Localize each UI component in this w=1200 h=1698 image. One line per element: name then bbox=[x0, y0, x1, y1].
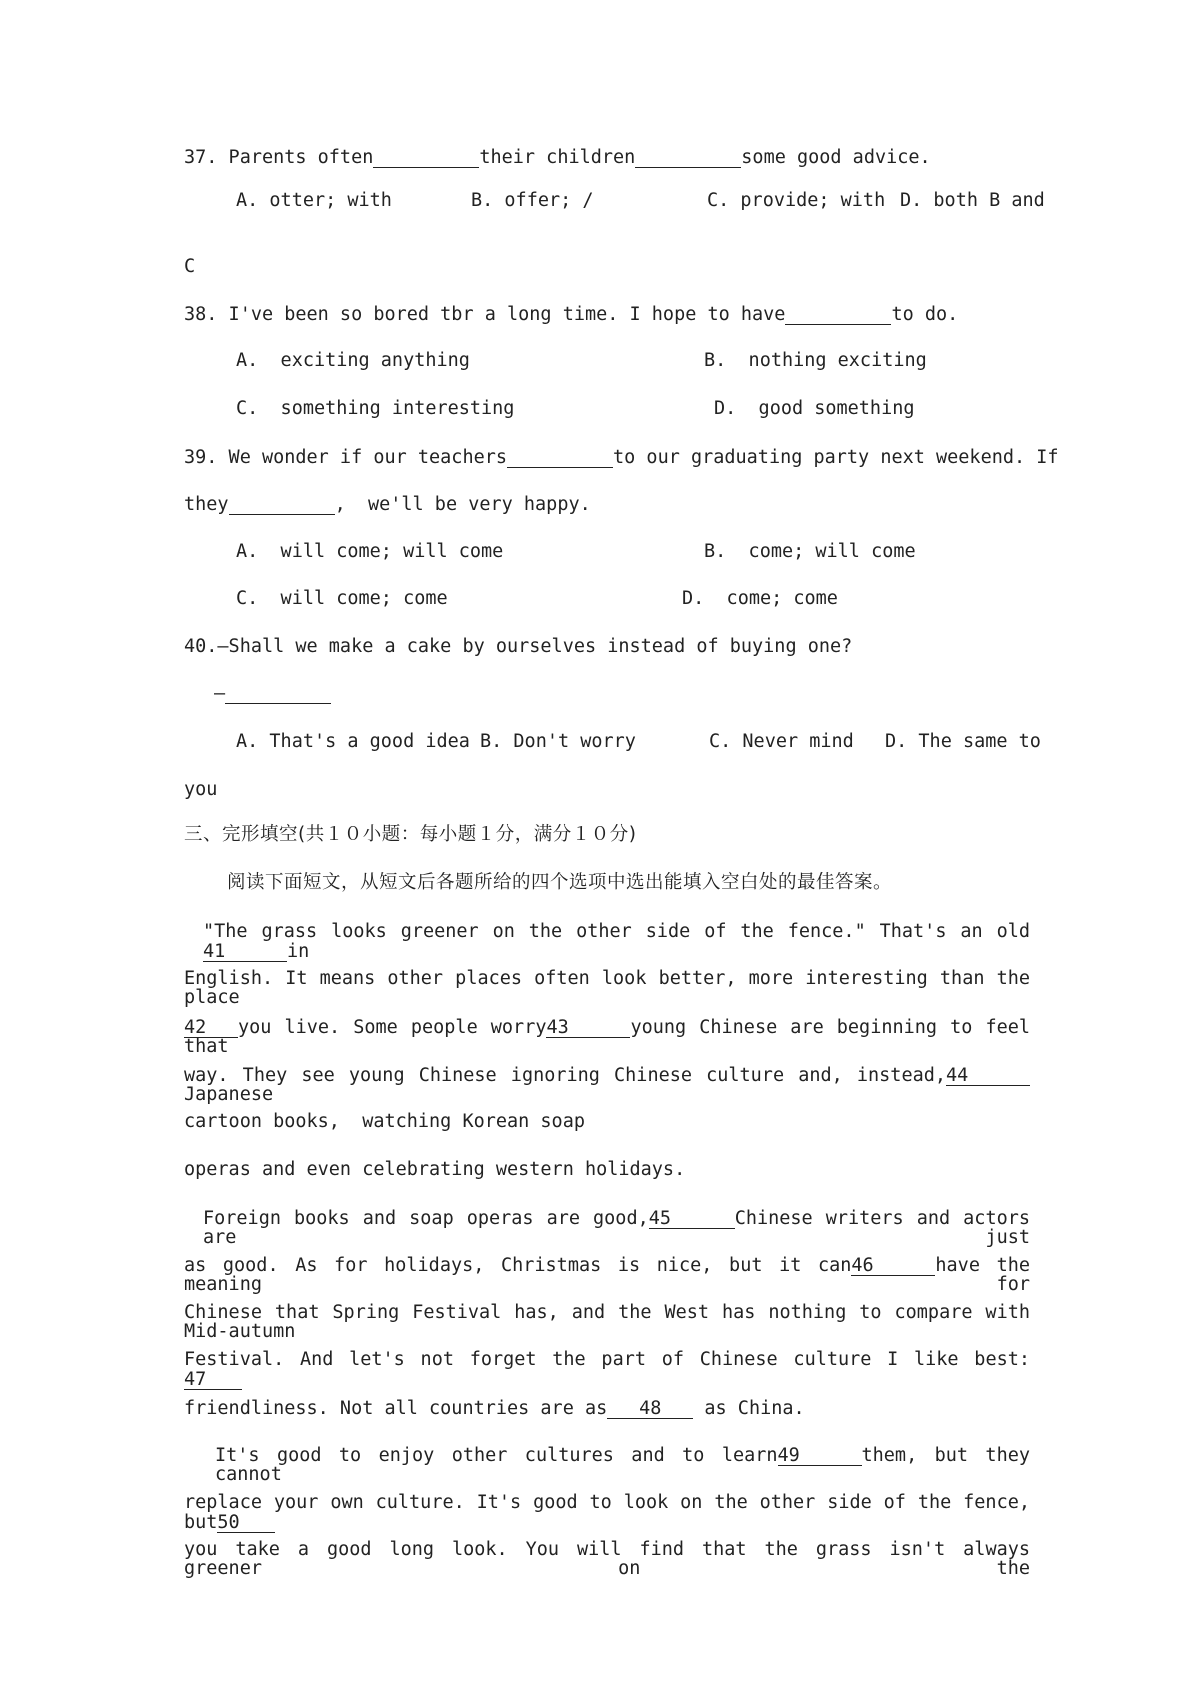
q39-option-d: D. come; come bbox=[682, 588, 838, 609]
q38-option-a: A. exciting anything bbox=[236, 350, 470, 371]
q37-option-a: A. otter; with bbox=[236, 190, 392, 211]
passage-text: It's good to enjoy other cultures and to learn bbox=[215, 1445, 778, 1466]
q40-option-b: B. Don't worry bbox=[480, 731, 636, 752]
passage-line bbox=[184, 1494, 1030, 1533]
passage-text: as good. As for holidays, Christmas is nice, but it can bbox=[184, 1255, 852, 1276]
question-40-stem: 40.—Shall we make a cake by ourselves instead of buying one? bbox=[184, 636, 853, 657]
passage-line: Chinese that Spring Festival has, and the West has nothing to compare with Mid-autumn bbox=[184, 1302, 1030, 1342]
answer-blank bbox=[785, 305, 891, 325]
question-38-stem bbox=[184, 305, 1030, 325]
q37-text-b: their children bbox=[479, 147, 636, 168]
cloze-blank-46: 46 bbox=[851, 1256, 935, 1276]
passage-text: Chinese writers and actors are just bbox=[203, 1208, 1030, 1249]
q39-option-c: C. will come; come bbox=[236, 588, 448, 609]
cloze-blank-44: 44 bbox=[946, 1066, 1030, 1086]
q40-option-a: A. That's a good idea bbox=[236, 731, 470, 752]
passage-text: young Chinese are beginning to feel that bbox=[184, 1017, 1030, 1058]
passage-line: operas and even celebrating western holidays. bbox=[184, 1159, 686, 1180]
answer-blank bbox=[635, 148, 741, 168]
q40-dash: — bbox=[214, 683, 226, 704]
cloze-blank-47: 47 bbox=[184, 1370, 242, 1390]
passage-text: as China. bbox=[693, 1398, 805, 1419]
cloze-blank-49: 49 bbox=[778, 1446, 862, 1466]
answer-blank bbox=[373, 148, 479, 168]
passage-line bbox=[184, 1066, 1030, 1105]
passage-line bbox=[203, 923, 1030, 962]
q37-option-b: B. offer; / bbox=[471, 190, 594, 211]
q39-text-d: , we'll be very happy. bbox=[334, 494, 591, 515]
q37-option-wrap: C bbox=[184, 256, 196, 277]
q38-text-a: 38. I've been so bored tbr a long time. I hope to have bbox=[184, 304, 786, 325]
answer-blank bbox=[507, 448, 613, 468]
cloze-blank-43: 43 bbox=[546, 1018, 630, 1038]
passage-text: them, but they cannot bbox=[215, 1445, 1030, 1486]
q39-option-a: A. will come; will come bbox=[236, 541, 504, 562]
passage-text: you live. Some people worry bbox=[238, 1017, 547, 1038]
passage-line: English. It means other places often look better, more interesting than the place bbox=[184, 968, 1030, 1008]
passage-text: Japanese bbox=[184, 1084, 274, 1106]
passage-text: "The grass looks greener on the other side of the fence." That's an old bbox=[203, 921, 1030, 942]
passage-line bbox=[184, 1399, 1030, 1419]
q39-text-c: they bbox=[184, 494, 229, 515]
q39-text-b: to our graduating party next weekend. If bbox=[613, 447, 1059, 468]
q40-option-c: C. Never mind bbox=[709, 731, 854, 752]
q37-text-a: 37. Parents often bbox=[184, 147, 374, 168]
q39-text-a: 39. We wonder if our teachers bbox=[184, 447, 508, 468]
q40-reply bbox=[214, 684, 331, 704]
q38-option-d: D. good something bbox=[714, 398, 915, 419]
passage-line bbox=[184, 1018, 1030, 1057]
answer-blank bbox=[229, 495, 335, 515]
question-39-line-1 bbox=[184, 447, 1059, 468]
passage-line bbox=[184, 1256, 1030, 1295]
q37-option-c: C. provide; with bbox=[707, 190, 886, 211]
cloze-blank-45: 45 bbox=[649, 1209, 735, 1229]
passage-line bbox=[203, 1209, 1030, 1248]
passage-line: cartoon books, watching Korean soap bbox=[184, 1111, 585, 1132]
passage-line: you take a good long look. You will find that the grass isn't always greener on the bbox=[184, 1539, 1030, 1579]
q38-option-c: C. something interesting bbox=[236, 398, 515, 419]
question-39-line-2 bbox=[184, 495, 1030, 515]
q38-text-b: to do. bbox=[891, 304, 959, 325]
q37-option-d: D. both B and bbox=[900, 190, 1045, 211]
q37-text-c: some good advice. bbox=[741, 147, 931, 168]
answer-blank bbox=[225, 684, 331, 704]
q40-option-d: D. The same to bbox=[885, 731, 1041, 752]
passage-line bbox=[215, 1446, 1030, 1485]
q38-option-b: B. nothing exciting bbox=[704, 350, 927, 371]
passage-text: replace your own culture. It's good to look on the other side of the fence, but bbox=[184, 1492, 1030, 1533]
passage-text: in bbox=[287, 940, 310, 962]
section-3-heading: 三、完形填空(共１０小题：每小题１分，满分１０分) bbox=[184, 824, 637, 845]
q40-option-wrap: you bbox=[184, 779, 218, 800]
cloze-blank-48: 48 bbox=[607, 1399, 693, 1419]
passage-text: friendliness. Not all countries are as bbox=[184, 1398, 608, 1419]
section-3-instruction: 阅读下面短文，从短文后各题所给的四个选项中选出能填入空白处的最佳答案。 bbox=[227, 872, 893, 893]
question-37-stem bbox=[184, 148, 1030, 168]
cloze-blank-50: 50 bbox=[217, 1513, 275, 1533]
passage-text: Festival. And let's not forget the part of Chinese culture I like best: bbox=[184, 1349, 1030, 1370]
passage-text: Foreign books and soap operas are good, bbox=[203, 1208, 649, 1229]
passage-text: have the meaning for bbox=[184, 1255, 1030, 1296]
passage-text: way. They see young Chinese ignoring Chinese culture and, instead, bbox=[184, 1065, 946, 1086]
cloze-blank-41: 41 bbox=[203, 942, 287, 962]
cloze-blank-42: 42 bbox=[184, 1018, 238, 1038]
passage-line bbox=[184, 1351, 1030, 1390]
q39-option-b: B. come; will come bbox=[704, 541, 916, 562]
